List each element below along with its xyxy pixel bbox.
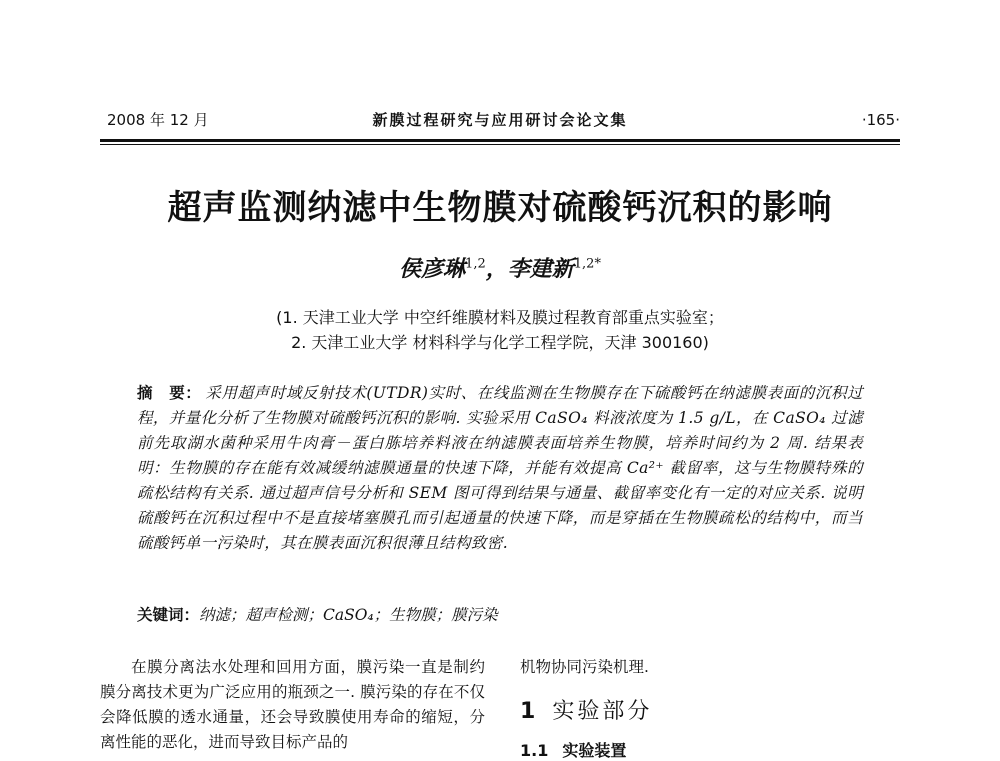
section-1-heading	[520, 694, 652, 725]
header-date: 2008 年 12 月	[107, 111, 209, 129]
section-1-1-heading	[520, 738, 626, 761]
section-1-number: 1	[520, 699, 539, 724]
keywords	[137, 603, 863, 628]
header-page-number: ·165·	[861, 111, 900, 129]
abstract	[137, 381, 863, 556]
header-journal-title: 新膜过程研究与应用研讨会论文集	[372, 111, 628, 129]
affiliation-1: (1. 天津工业大学 中空纤维膜材料及膜过程教育部重点实验室；	[276, 308, 724, 327]
keywords-text: 纳滤；超声检测；CaSO₄；生物膜；膜污染	[199, 606, 498, 624]
header-rule-thick	[100, 139, 900, 142]
author-2: 李建新	[507, 256, 574, 282]
author-line	[0, 252, 1000, 283]
paper-title: 超声监测纳滤中生物膜对硫酸钙沉积的影响	[167, 188, 833, 228]
header-rule-thin	[100, 144, 900, 145]
author-1: 侯彦琳	[399, 256, 466, 282]
section-1-1-number: 1.1	[520, 741, 549, 760]
body-left-paragraph: 在膜分离法水处理和回用方面，膜污染一直是制约膜分离技术更为广泛应用的瓶颈之一. 膜污染的存在不仅会降低膜的透水通量，还会导致膜使用寿命的缩短，分离性能的恶化，进而导致目标产品的	[100, 658, 485, 751]
body-right-paragraph: 机物协同污染机理.	[520, 658, 649, 676]
author-separator: ，	[485, 256, 508, 282]
abstract-label: 摘 要：	[137, 384, 202, 402]
abstract-text: 采用超声时域反射技术(UTDR)实时、在线监测在生物膜存在下硫酸钙在纳滤膜表面的沉积过程，并量化分析了生物膜对硫酸钙沉积的影响. 实验采用 CaSO₄ 料液浓度为 1.5 g/L，在 CaSO₄ 过滤前先取湖水菌种采用牛肉膏－蛋白胨培养料液在纳滤膜表面培养生物膜，培养时间约为 2 周. 结果表明：生物膜的存在能有效减缓纳滤膜通量的快速下降，并能有效提高 Ca²⁺ 截留率，这与生物膜特殊的疏松结构有关系. 通过超声信号分析和 SEM 图可得到结果与通量、截留率变化有一定的对应关系. 说明硫酸钙在沉积过程中不是直接堵塞膜孔而引起通量的快速下降，而是穿插在生物膜疏松的结构中，而当硫酸钙单一污染时，其在膜表面沉积很薄且结构致密.	[137, 384, 863, 552]
author-1-affil: 1,2	[465, 256, 486, 272]
section-1-1-title: 实验装置	[562, 741, 627, 760]
affiliation-2: 2. 天津工业大学 材料科学与化学工程学院，天津 300160)	[291, 333, 709, 352]
keywords-label: 关键词：	[137, 606, 200, 624]
author-2-affil: 1,2*	[573, 256, 601, 272]
section-1-title: 实验部分	[552, 699, 653, 724]
